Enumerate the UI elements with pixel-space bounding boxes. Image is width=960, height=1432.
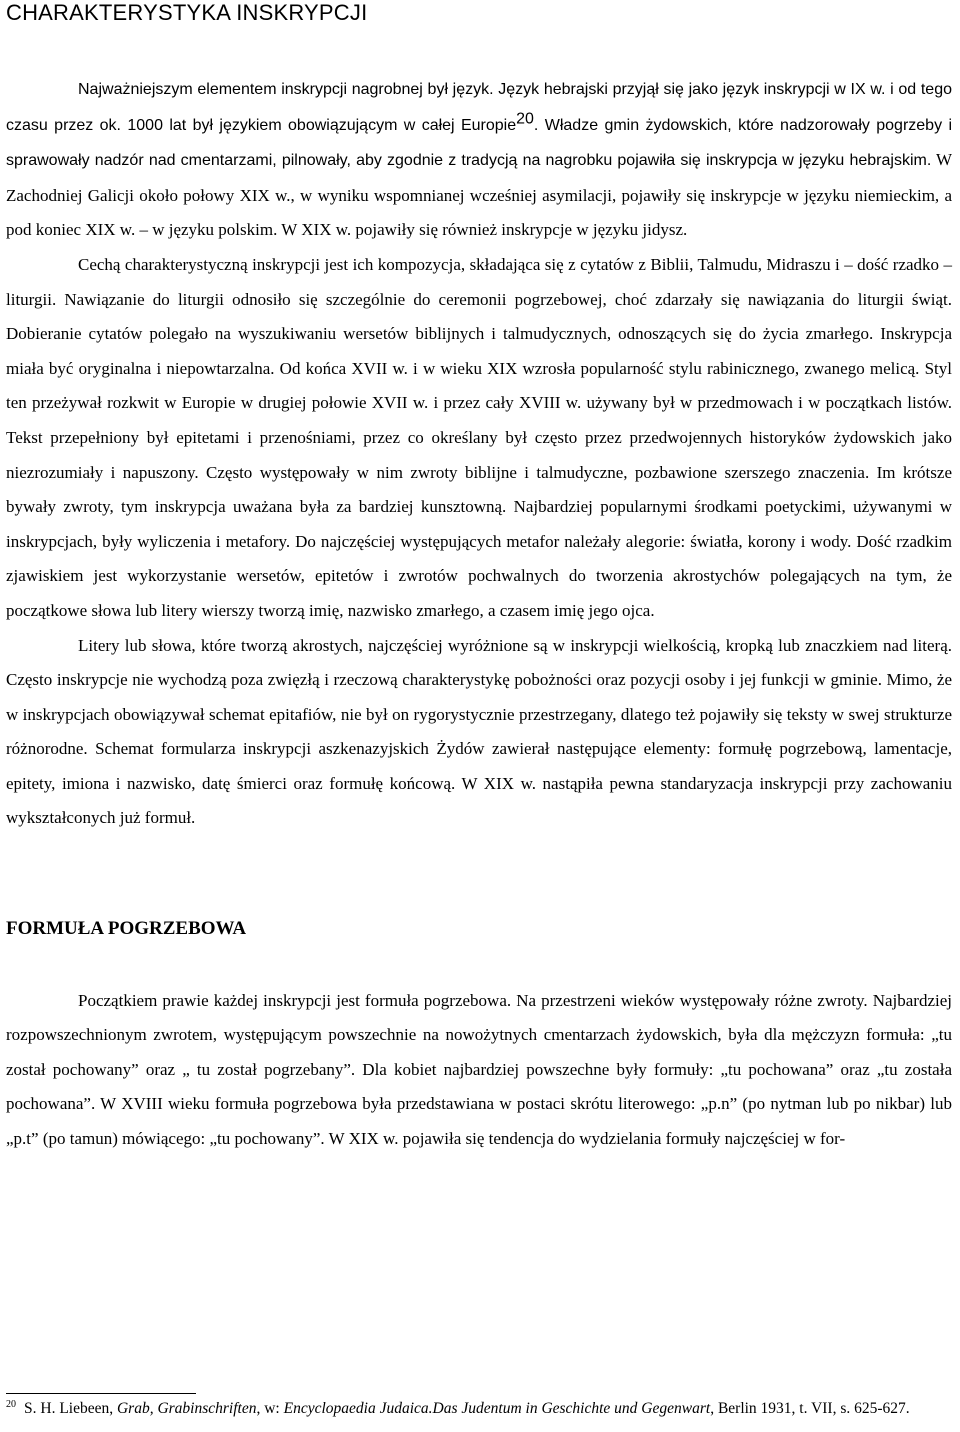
footnote-connector: , w:: [256, 1400, 284, 1417]
footnote-title-grab: Grab, Grabinschriften: [116, 1400, 257, 1417]
paragraph-acrostics: Litery lub słowa, które tworzą akrostych, najczęściej wyróżnione są w inskrypcji wielkością, kropką lub znaczkiem nad literą. Często inskrypcje nie wychodzą poza zwięzłą i rzeczową charakterystykę pobożności oraz pozycji osoby i jej funkcji w gminie. Mimo, że w inskrypcjach obowiązywał schemat epitafiów, nie był on rygorystycznie przestrzegany, dlatego też pojawiły się teksty w swej strukturze różnorodne. Schemat formularza inskrypcji aszkenazyjskich Żydów zawierał następujące elementy: formułę pogrzebową, lamentacje, epitety, imiona i nazwisko, datę śmierci oraz formułę końcową. W XIX w. nastąpiła pewna standaryzacja inskrypcji przy zachowaniu wykształconych już formuł.: [6, 635, 952, 828]
footnote-divider: [6, 1393, 196, 1394]
section-characteristics-body: [6, 72, 952, 836]
footnote-title-encyclopaedia: Encyclopaedia Judaica.Das Judentum in Geschichte und Gegenwart: [283, 1400, 711, 1417]
paragraph-language-part-b: . Władze gmin żydowskich, które nadzorowały pogrzeby i sprawowały nadzór nad cmentarzami, pilnowały, aby zgodnie z tradycją na nagrobku pojawiła się inskrypcja w języku hebrajskim.: [6, 116, 952, 170]
paragraph-language: [6, 72, 952, 248]
page-heading-characteristics: CHARAKTERYSTYKA INSKRYPCJI: [6, 0, 368, 25]
footnote-reference-20[interactable]: 20: [516, 109, 534, 127]
section-funeral-formula-body: [6, 984, 952, 1156]
footnote-20: [6, 1400, 952, 1418]
section-heading-funeral-formula: FORMUŁA POGRZEBOWA: [6, 918, 247, 940]
paragraph-funeral-formula: Początkiem prawie każdej inskrypcji jest formuła pogrzebowa. Na przestrzeni wieków występowały różne zwroty. Najbardziej rozpowszechnionym zwrotem, występującym powszechnie na nowożytnych cmentarzach żydowskich, była dla mężczyzn formuła: „tu został pochowany” oraz „ tu został pogrzebany”. Dla kobiet najbardziej powszechne były formuły: „tu pochowana” oraz „tu została pochowana”. W XVIII wieku formuła pogrzebowa była przedstawiana w postaci skrótu literowego: „p.n” (po nytman lub po nikbar) lub „p.t” (po tamun) mówiącego: „tu pochowany”. W XIX w. pojawiła się tendencja do wydzielania formuły najczęściej w for-: [6, 991, 952, 1148]
footnote-publication: , Berlin 1931, t. VII, s. 625-627.: [710, 1400, 910, 1417]
paragraph-composition: Cechą charakterystyczną inskrypcji jest ich kompozycja, składająca się z cytatów z Biblii, Talmudu, Midraszu i – dość rzadko – liturgii. Nawiązanie do liturgii odnosiło się szczególnie do ceremonii pogrzebowej, choć zdarzały się nawiązania do liturgii świąt. Dobieranie cytatów polegało na wyszukiwaniu wersetów biblijnych i talmudycznych, odnoszących się do życia zmarłego. Inskrypcja miała być oryginalna i niepowtarzalna. Od końca XVII w. i w wieku XIX wzrosła popularność stylu rabinicznego, zwanego melicą. Styl ten przeżywał rozkwit w Europie w drugiej połowie XVII w. i przez cały XVIII w. używany był w przedmowach i w początkach listów. Tekst przepełniony był epitetami i przenośniami, przez co określany był często przez przedwojennych historyków żydowskich jako niezrozumiały i napuszony. Często występowały w nim zwroty biblijne i talmudyczne, pozbawione szerszego znaczenia. Im krótsze bywały zwroty, tym inskrypcja uważana była za bardziej kunsztowną. Najbardziej popularnymi środkami poetyckimi, używanymi w inskrypcjach, były wyliczenia i metafory. Do najczęściej występujących metafor należały alegorie: światła, korony i wody. Dość rzadkim zjawiskiem jest wykorzystanie wersetów, epitetów i zwrotów pochwalnych do tworzenia akrostychów polegających na tym, że początkowe słowa lub litery wierszy tworzą imię, nazwisko zmarłego, a czasem imię jego ojca.: [6, 254, 952, 620]
footnote-author: S. H. Liebeen,: [24, 1400, 117, 1417]
footnote-mark: 20: [6, 1398, 16, 1410]
paragraph-language-part-a: Najważniejszym elementem inskrypcji nagrobnej był język. Język hebrajski przyjął się jako język inskrypcji w IX w. i od tego czasu przez ok. 1000 lat był językiem obowiązującym w całej Europie: [6, 81, 952, 134]
paragraph-language-part-c: W Zachodniej Galicji około połowy XIX w., w wyniku wspomnianej wcześniej asymilacji, pojawiły się inskrypcje w języku niemieckim, a pod koniec XIX w. – w języku polskim. W XIX w. pojawiły się również inskrypcje w języku jidysz.: [6, 150, 952, 240]
